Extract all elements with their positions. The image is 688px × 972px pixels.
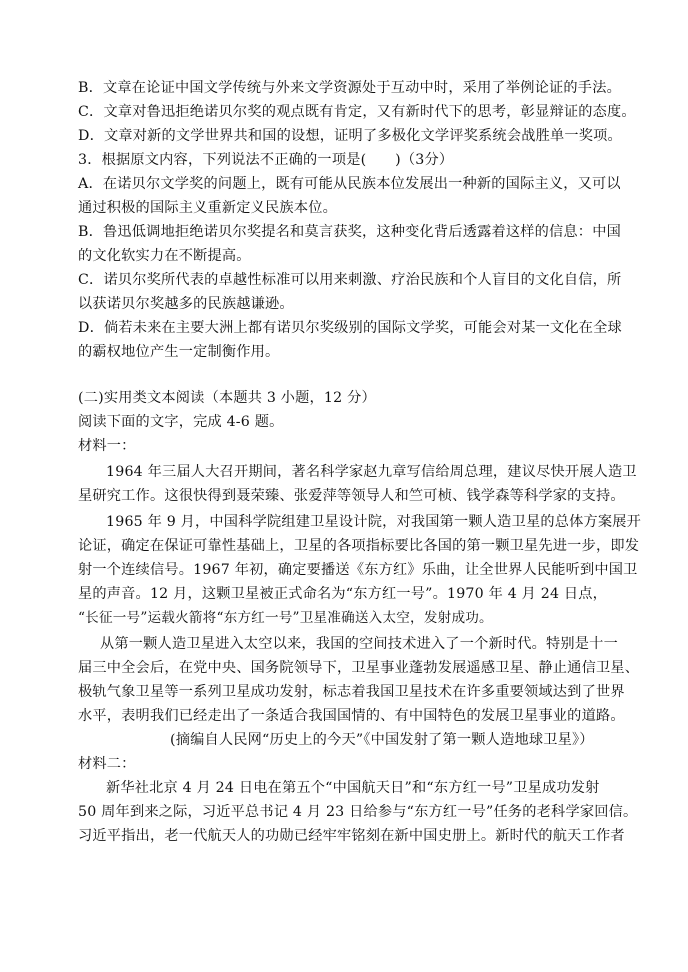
material-1-para-2-line-3: 射一个连续信号。1967 年初，确定要播送《东方红》乐曲，让全世界人民能听到中国卫: [78, 562, 638, 578]
material-2-para-1-line-3: 习近平指出，老一代航天人的功勋已经牢牢铭刻在新中国史册上。新时代的航天工作者: [78, 828, 625, 844]
q3-option-b-line-1: B．鲁迅低调地拒绝诺贝尔奖提名和莫言获奖，这种变化背后透露着这样的信息：中国: [78, 224, 621, 240]
material-1-para-2-line-1: 1965 年 9 月，中国科学院组建卫星设计院，对我国第一颗人造卫星的总体方案展开: [106, 514, 642, 530]
material-1-para-2-line-2: 论证，确定在保证可靠性基础上，卫星的各项指标要比各国的第一颗卫星先进一步，即发: [78, 538, 640, 554]
material-1-para-1-line-2: 星研究工作。这很快得到聂荣臻、张爱萍等领导人和竺可桢、钱学森等科学家的支持。: [78, 488, 625, 504]
q3-option-c-line-2: 以获诺贝尔奖越多的民族越谦逊。: [78, 296, 294, 312]
material-2-label: 材料二：: [78, 756, 136, 772]
q3-option-c-line-1: C．诺贝尔奖所代表的卓越性标准可以用来刺激、疗治民族和个人盲目的文化自信，所: [78, 272, 622, 288]
option-b-line: B．文章在论证中国文学传统与外来文学资源处于互动中时，采用了举例论证的手法。: [78, 80, 621, 96]
q3-option-d-line-2: 的霸权地位产生一定制衡作用。: [78, 344, 280, 360]
material-1-para-3-line-1: 从第一颗人造卫星进入太空以来，我国的空间技术进入了一个新时代。特别是十一: [100, 636, 618, 652]
material-1-source: (摘编自人民网“历史上的今天”《中国发射了第一颗人造地球卫星》）: [170, 732, 594, 748]
q3-option-a-line-2: 通过积极的国际主义重新定义民族本位。: [78, 200, 337, 216]
q3-option-a-line-1: A．在诺贝尔文学奖的问题上，既有可能从民族本位发展出一种新的国际主义，又可以: [78, 176, 621, 192]
material-1-label: 材料一：: [78, 438, 136, 454]
q3-option-b-line-2: 的文化软实力在不断提高。: [78, 248, 251, 264]
material-1-para-2-line-4: 星的声音。12 月，这颗卫星被正式命名为“东方红一号”。1970 年 4 月 24 日点，: [78, 586, 608, 602]
material-1-para-1-line-1: 1964 年三届人大召开期间，著名科学家赵九章写信给周总理，建议尽快开展人造卫: [106, 464, 637, 480]
option-d-line: D．文章对新的文学世界共和国的设想，证明了多极化文学评奖系统会战胜单一奖项。: [78, 128, 622, 144]
option-c-line: C．文章对鲁迅拒绝诺贝尔奖的观点既有肯定，又有新时代下的思考，彰显辩证的态度。: [78, 104, 636, 120]
material-1-para-3-line-2: 届三中全会后，在党中央、国务院领导下，卫星事业蓬勃发展遥感卫星、静止通信卫星、: [78, 660, 640, 676]
question-3: 3．根据原文内容，下列说法不正确的一项是( )（3分）: [78, 152, 454, 168]
section-heading: (二)实用类文本阅读（本题共 3 小题，12 分）: [78, 390, 376, 406]
q3-option-d-line-1: D．倘若未来在主要大洲上都有诺贝尔奖级别的国际文学奖，可能会对某一文化在全球: [78, 320, 622, 336]
material-1-para-3-line-4: 水平，表明我们已经走出了一条适合我国国情的、有中国特色的发展卫星事业的道路。: [78, 708, 625, 724]
material-2-para-1-line-2: 50 周年到来之际，习近平总书记 4 月 23 日给参与“东方红一号”任务的老科学家回信。: [78, 804, 638, 820]
section-instruction: 阅读下面的文字，完成 4-6 题。: [78, 414, 284, 430]
material-2-para-1-line-1: 新华社北京 4 月 24 日电在第五个“中国航天日”和“东方红一号”卫星成功发射: [106, 780, 600, 796]
material-1-para-2-line-5: “长征一号”运载火箭将“东方红一号”卫星准确送入太空，发射成功。: [78, 610, 493, 626]
material-1-para-3-line-3: 极轨气象卫星等一系列卫星成功发射，标志着我国卫星技术在许多重要领域达到了世界: [78, 684, 625, 700]
